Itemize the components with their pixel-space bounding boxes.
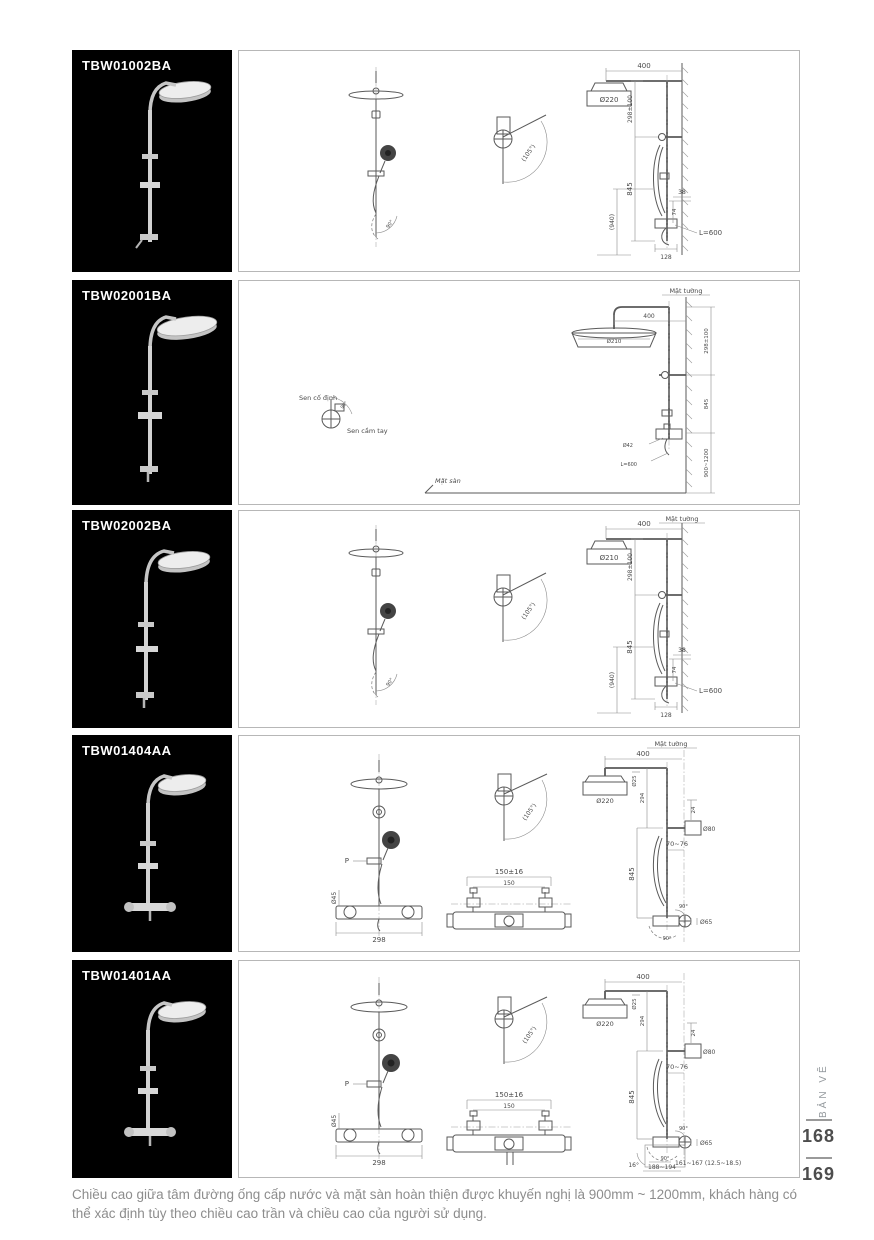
dim-conn-dia: Ø80: [703, 1049, 716, 1056]
front-view-lines: [349, 525, 403, 705]
product-photo: [72, 280, 232, 505]
dim-fan-angle: 90°: [660, 1156, 670, 1162]
dim-fan-angle: 90°: [662, 936, 672, 942]
valve-view-lines: [447, 1111, 571, 1165]
technical-drawing-panel: [238, 50, 800, 272]
dim-rotation-angle: (105°): [520, 601, 538, 621]
technical-drawing: [239, 736, 799, 951]
side-view-lines: [587, 63, 688, 255]
dim-rotation-angle: (105°): [521, 802, 539, 822]
product-row: [72, 735, 800, 952]
product-photo: [72, 50, 232, 272]
dim-spout-dia: Ø42: [622, 443, 633, 449]
dim-pipe-dia: Ø25: [632, 998, 638, 1010]
page-number-rule: [806, 1119, 832, 1121]
dim-74: 74: [672, 208, 678, 216]
dim-drop: 294: [640, 1015, 646, 1027]
dim-spout-dia: Ø65: [700, 919, 713, 926]
dim-pole-dia: Ø45: [331, 891, 338, 905]
dim-spout-angle: 90°: [679, 904, 688, 910]
rotation-view-lines: [495, 997, 547, 1064]
footer-note: [72, 1186, 820, 1223]
dim-spout-angle: 90°: [679, 1126, 688, 1132]
dim-height: 845: [628, 867, 636, 881]
side-view-lines: [425, 295, 710, 493]
dim-24: 24: [691, 1029, 697, 1037]
dim-range2: 188~194: [648, 1164, 676, 1171]
floor-label: Mặt sàn: [435, 477, 461, 485]
section-tab: BẢN VẼ: [818, 1063, 829, 1118]
dim-base-width: 298: [372, 1159, 386, 1167]
product-photo: [72, 735, 232, 952]
front-view-lines: [349, 67, 403, 247]
dim-height: 845: [628, 1090, 636, 1104]
product-photo-box: [72, 280, 232, 505]
front-view-lines: [336, 977, 422, 1159]
footer-line-2: thể xác định tùy theo chiều cao trần và chiều cao của người sử dụng.: [72, 1205, 487, 1221]
dim-top-width: 400: [636, 973, 650, 981]
dim-hose-length: L=600: [620, 462, 637, 468]
dim-74: 74: [672, 666, 678, 674]
dim-128: 128: [660, 254, 672, 261]
technical-drawing-panel: [238, 510, 800, 728]
fixed-shower-symbol: [322, 399, 344, 428]
wall-label: Mặt tường: [665, 515, 699, 523]
dim-128: 128: [660, 712, 672, 719]
product-photo: [72, 960, 232, 1178]
dim-range1: 161~167 (12.5~18.5): [675, 1160, 742, 1167]
dim-pole-dia: Ø45: [331, 1114, 338, 1128]
dim-wall-gap: 70~76: [666, 840, 688, 848]
rotation-view-lines: [494, 115, 547, 184]
dim-top-width: 400: [637, 62, 651, 70]
dim-front-angle: 90°: [385, 219, 396, 230]
dim-spout-dia: Ø65: [700, 1140, 713, 1147]
dim-install-range: 900~1200: [704, 448, 710, 478]
product-photo-box: [72, 960, 232, 1178]
side-view-dims: [331, 307, 715, 493]
p-label: P: [344, 1080, 349, 1088]
dim-drop: 294: [640, 792, 646, 804]
technical-drawing-panel: [238, 280, 800, 505]
dim-valve-span-tol: 150±16: [494, 868, 524, 876]
dim-38: 38: [678, 189, 686, 196]
dim-height: 845: [626, 182, 634, 196]
product-code-label: TBW02002BA: [82, 518, 172, 533]
page-number-left: 168: [802, 1126, 836, 1146]
dim-top-width: 400: [637, 520, 651, 528]
dim-24: 24: [691, 806, 697, 814]
dim-front-angle: 90°: [385, 677, 396, 688]
technical-drawing: [239, 511, 799, 727]
valve-view-lines: [447, 888, 571, 929]
dim-swivel-angle: 90°: [340, 401, 350, 411]
technical-drawing: [239, 51, 799, 271]
rotation-view-lines: [494, 573, 547, 642]
dim-base-width: 298: [372, 936, 386, 944]
page-number-rule: [806, 1157, 832, 1159]
product-code-label: TBW01002BA: [82, 58, 172, 73]
product-row: [72, 280, 800, 505]
product-row: [72, 960, 800, 1178]
rotation-view-lines: [495, 774, 547, 841]
dim-hose-length: L=600: [699, 687, 723, 695]
dim-wall-gap: 70~76: [666, 1063, 688, 1071]
dim-head-dia: Ø220: [599, 96, 619, 104]
dim-940: (940): [609, 213, 616, 231]
wall-label: Mặt tường: [654, 740, 688, 748]
product-photo-box: [72, 50, 232, 272]
dim-height: 845: [704, 398, 710, 410]
product-code-label: TBW01404AA: [82, 743, 172, 758]
product-row: [72, 510, 800, 728]
technical-drawing-panel: [238, 735, 800, 952]
dim-head-dia: Ø220: [596, 797, 614, 805]
dim-drop: 298±100: [627, 553, 634, 581]
dim-940: (940): [609, 671, 616, 689]
dim-38: 38: [678, 647, 686, 654]
dim-tilt-angle: 16°: [628, 1162, 639, 1169]
product-code-label: TBW02001BA: [82, 288, 172, 303]
product-row: [72, 50, 800, 272]
dim-top-width: 400: [636, 750, 650, 758]
dim-valve-span: 150: [503, 1103, 515, 1110]
technical-drawing: [239, 961, 799, 1177]
dim-hose-length: L=600: [699, 229, 723, 237]
product-photo-box: [72, 735, 232, 952]
dim-valve-span-tol: 150±16: [494, 1091, 524, 1099]
dim-height: 845: [626, 640, 634, 654]
dim-head-dia: Ø220: [596, 1020, 614, 1028]
hand-shower-label: Sen cầm tay: [347, 427, 388, 435]
technical-drawing-panel: [238, 960, 800, 1178]
dim-top-width: 400: [643, 313, 655, 320]
front-view-lines: [336, 754, 422, 936]
page-number-right: 169: [802, 1164, 836, 1184]
dim-head-dia: Ø210: [606, 339, 622, 345]
dim-drop: 298±100: [704, 328, 710, 354]
product-photo: [72, 510, 232, 728]
dim-conn-dia: Ø80: [703, 826, 716, 833]
dim-drop: 298±100: [627, 95, 634, 123]
dim-pipe-dia: Ø25: [632, 775, 638, 787]
p-label: P: [344, 857, 349, 865]
wall-label: Mặt tường: [669, 287, 703, 295]
footer-line-1: Chiều cao giữa tâm đường ống cấp nước và mặt sàn hoàn thiện được khuyến nghị là 900mm ~ 1200mm, khách hàng có: [72, 1187, 797, 1202]
dim-rotation-angle: (105°): [521, 1025, 539, 1045]
dim-rotation-angle: (105°): [520, 143, 538, 163]
dim-valve-span: 150: [503, 880, 515, 887]
fixed-shower-label: Sen cố định: [299, 394, 338, 402]
product-code-label: TBW01401AA: [82, 968, 172, 983]
technical-drawing: [239, 281, 799, 504]
side-view-lines: [587, 523, 705, 713]
product-photo-box: [72, 510, 232, 728]
dim-head-dia: Ø210: [599, 554, 619, 562]
